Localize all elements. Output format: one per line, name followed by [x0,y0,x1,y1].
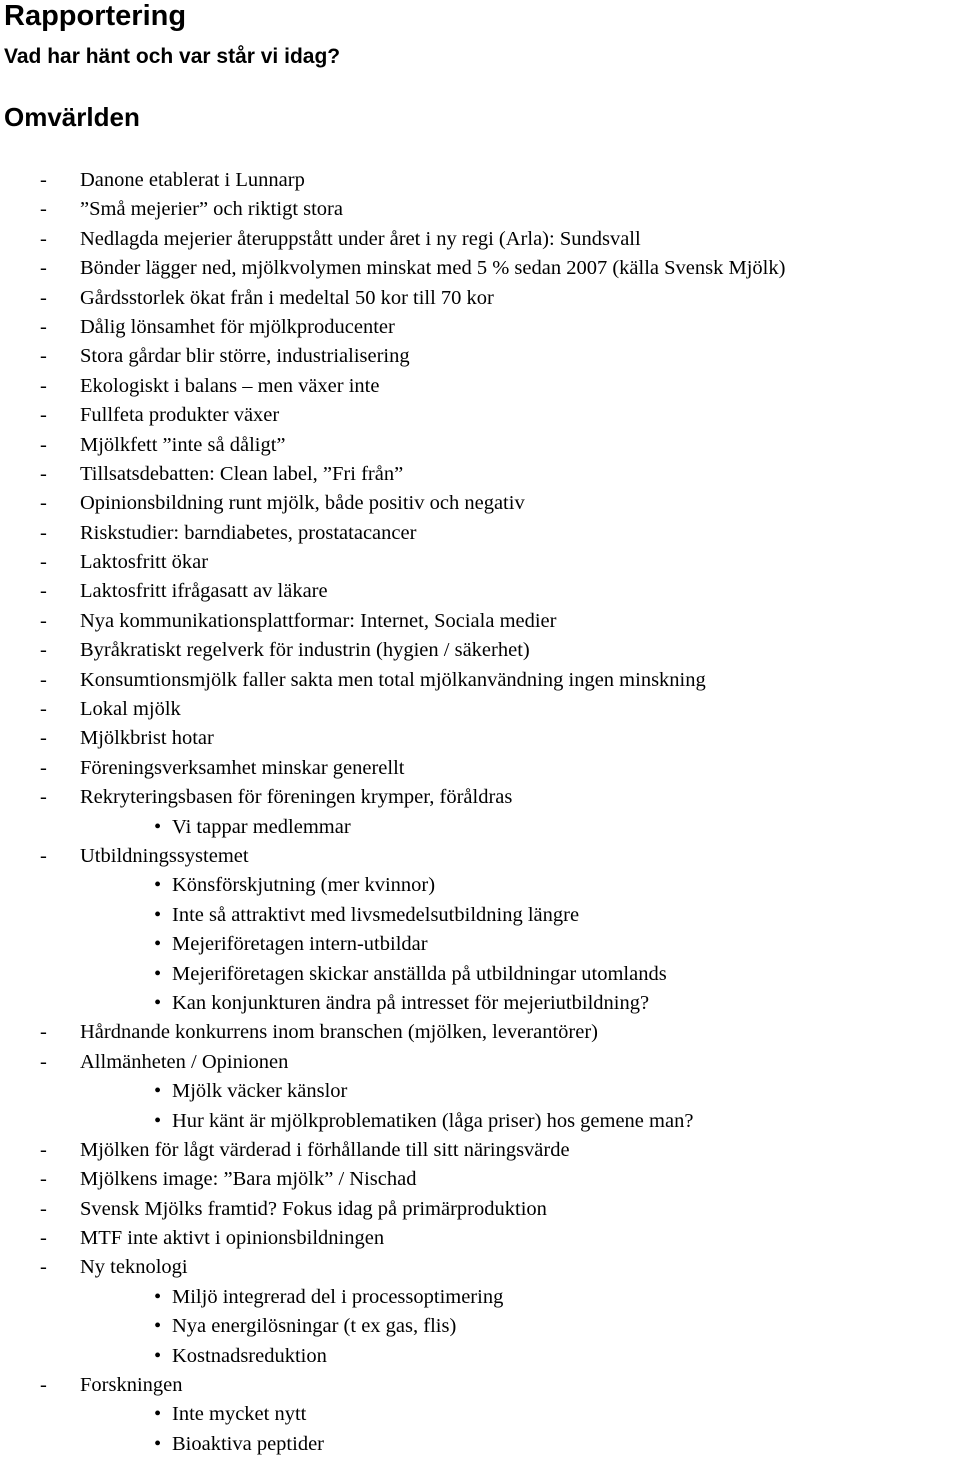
bullet-marker: • [154,1285,162,1308]
dash-marker: - [40,1050,47,1073]
sub-list-item-text: Kostnadsreduktion [172,1344,327,1367]
sub-list-item [0,930,960,959]
bullet-marker: • [154,1344,162,1367]
dash-marker: - [40,698,47,721]
dash-marker: - [40,1168,47,1191]
sub-list-item-text: Mjölk väcker känslor [172,1080,348,1103]
dash-marker: - [40,668,47,691]
bullet-marker: • [154,1432,162,1455]
sub-list-item [0,1283,960,1312]
sub-list-item [0,813,960,842]
list-item [0,666,960,695]
list-item [0,431,960,460]
list-item-text: Hårdnande konkurrens inom branschen (mjölken, leverantörer) [80,1021,599,1044]
list-item [0,1224,960,1253]
sub-list-item-text: Könsförskjutning (mer kvinnor) [172,874,436,897]
list-item [0,1253,960,1282]
bullet-marker: • [154,1109,162,1132]
list-item-text: ”Små mejerier” och riktigt stora [80,198,343,221]
sub-list-item [0,1107,960,1136]
dash-marker: - [40,756,47,779]
list-item-text: Opinionsbildning runt mjölk, både positiv och negativ [80,492,525,515]
sub-list-item-text: Inte mycket nytt [172,1403,307,1426]
bullet-marker: • [154,903,162,926]
list-item-text: Bönder lägger ned, mjölkvolymen minskat med 5 % sedan 2007 (källa Svensk Mjölk) [80,257,786,280]
dash-marker: - [40,315,47,338]
dash-marker: - [40,462,47,485]
sub-list-item [0,989,960,1018]
list-item-text: Stora gårdar blir större, industrialisering [80,345,410,368]
sub-list-item [0,1342,960,1371]
list-item-text: Gårdsstorlek ökat från i medeltal 50 kor till 70 kor [80,286,494,309]
dash-marker: - [40,1138,47,1161]
list-item-text: Mjölken för lågt värderad i förhållande till sitt näringsvärde [80,1138,570,1161]
sub-list-item-text: Mejeriföretagen intern-utbildar [172,933,428,956]
list-item [0,783,960,812]
dash-marker: - [40,609,47,632]
list-item-text: Danone etablerat i Lunnarp [80,169,305,191]
list-item [0,166,960,195]
list-item-text: Mjölkfett ”inte så dåligt” [80,433,286,456]
list-item [0,195,960,224]
list-item [0,636,960,665]
list-item-text: Byråkratiskt regelverk för industrin (hygien / säkerhet) [80,639,530,662]
dash-marker: - [40,286,47,309]
dash-marker: - [40,492,47,515]
bullet-marker: • [154,874,162,897]
list-item [0,548,960,577]
list-item-text: Allmänheten / Opinionen [80,1050,289,1073]
bullet-marker: • [154,1315,162,1338]
sub-list-item-text: Vi tappar medlemmar [172,815,351,838]
bullet-marker: • [154,933,162,956]
sub-list-item [0,871,960,900]
list-item [0,519,960,548]
sub-list-item-text: Hur känt är mjölkproblematiken (låga priser) hos gemene man? [172,1109,694,1132]
list-item [0,1136,960,1165]
bullet-marker: • [154,1080,162,1103]
list-item [0,489,960,518]
list-item [0,607,960,636]
list-item-text: Laktosfritt ökar [80,551,209,574]
list-item [0,1371,960,1400]
dash-marker: - [40,404,47,427]
list-item-text: Rekryteringsbasen för föreningen krymper, föråldras [80,786,513,809]
list-item-text: Tillsatsdebatten: Clean label, ”Fri från” [80,462,404,485]
list-item [0,284,960,313]
list-item [0,695,960,724]
list-item-text: Ny teknologi [80,1256,188,1279]
dash-marker: - [40,433,47,456]
sub-list-item-text: Bioaktiva peptider [172,1432,324,1455]
sub-list-item [0,1430,960,1459]
list-item-text: Svensk Mjölks framtid? Fokus idag på primärproduktion [80,1197,547,1220]
dash-list [0,166,960,1459]
dash-marker: - [40,1256,47,1279]
list-item [0,342,960,371]
sub-list-item [0,1400,960,1429]
bullet-marker: • [154,991,162,1014]
page-title: Rapportering [4,0,187,32]
list-item-text: Riskstudier: barndiabetes, prostatacancer [80,521,417,544]
list-item-text: Utbildningssystemet [80,844,249,867]
list-item-text: Mjölkbrist hotar [80,727,214,750]
list-item-text: Föreningsverksamhet minskar generellt [80,756,405,779]
dash-marker: - [40,727,47,750]
dash-marker: - [40,1197,47,1220]
bullet-marker: • [154,1403,162,1426]
sub-list-item-text: Inte så attraktivt med livsmedelsutbildning längre [172,903,580,926]
list-item [0,313,960,342]
list-item-text: MTF inte aktivt i opinionsbildningen [80,1227,385,1250]
bullet-marker: • [154,962,162,985]
sub-list-item [0,901,960,930]
list-item [0,225,960,254]
dash-marker: - [40,844,47,867]
dash-marker: - [40,1374,47,1397]
list-item-text: Mjölkens image: ”Bara mjölk” / Nischad [80,1168,417,1191]
list-item [0,1165,960,1194]
dash-marker: - [40,169,47,191]
list-item [0,1048,960,1077]
dash-marker: - [40,551,47,574]
sub-list-item-text: Mejeriföretagen skickar anställda på utbildningar utomlands [172,962,667,985]
list-item [0,460,960,489]
dash-marker: - [40,786,47,809]
list-item-text: Lokal mjölk [80,698,181,721]
dash-marker: - [40,521,47,544]
page-subtitle: Vad har hänt och var står vi idag? [4,45,341,68]
list-item [0,754,960,783]
sub-list-item [0,1312,960,1341]
list-item [0,372,960,401]
dash-marker: - [40,198,47,221]
list-item [0,577,960,606]
dash-marker: - [40,639,47,662]
list-item [0,842,960,871]
sub-list-item [0,1077,960,1106]
list-item-text: Nya kommunikationsplattformar: Internet, Sociala medier [80,609,557,632]
dash-marker: - [40,1227,47,1250]
list-item-text: Laktosfritt ifrågasatt av läkare [80,580,328,603]
sub-list-item-text: Nya energilösningar (t ex gas, flis) [172,1315,457,1338]
sub-list-item-text: Miljö integrerad del i processoptimering [172,1285,504,1308]
dash-marker: - [40,374,47,397]
dash-marker: - [40,227,47,250]
bullet-marker: • [154,815,162,838]
list-item-text: Nedlagda mejerier återuppstått under året i ny regi (Arla): Sundsvall [80,227,641,250]
list-item [0,254,960,283]
list-item-text: Ekologiskt i balans – men växer inte [80,374,380,397]
sub-list-item-text: Kan konjunkturen ändra på intresset för mejeriutbildning? [172,991,650,1014]
dash-marker: - [40,1021,47,1044]
dash-marker: - [40,345,47,368]
dash-marker: - [40,580,47,603]
sub-list-item [0,960,960,989]
list-item [0,1018,960,1047]
list-item-text: Dålig lönsamhet för mjölkproducenter [80,315,395,338]
list-item [0,724,960,753]
list-item [0,1195,960,1224]
list-item [0,401,960,430]
section-heading: Omvärlden [4,102,140,132]
list-item-text: Fullfeta produkter växer [80,404,280,427]
list-item-text: Konsumtionsmjölk faller sakta men total mjölkanvändning ingen minskning [80,668,706,691]
list-item-text: Forskningen [80,1374,183,1397]
dash-marker: - [40,257,47,280]
